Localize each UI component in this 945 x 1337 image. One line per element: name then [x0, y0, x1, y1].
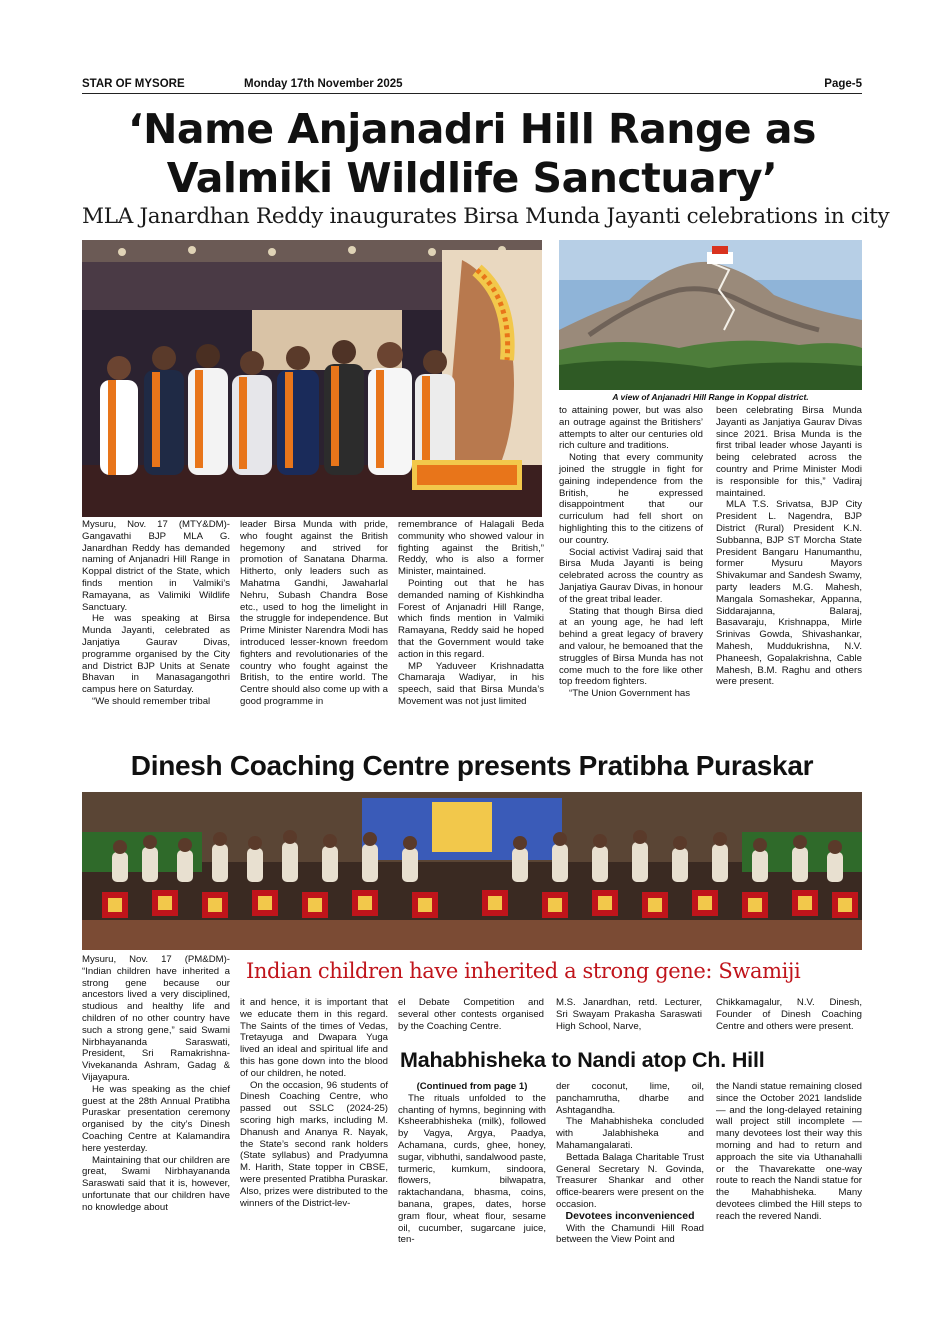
- continued-note: (Continued from page 1): [416, 1081, 528, 1092]
- story1-col3-para-3: MP Yaduveer Krishnadatta Chamaraja Wadiyar, in his speech, said that Birsa Munda’s Movement was not just limited: [398, 660, 544, 707]
- story2-col2-para-1: it and hence, it is important that we educate them in this regard. The Saints of the times of Vedas, Tretayuga and Dwapara Yuga lived an ideal and spiritual life and this has gone down into the blood of our children, he noted.: [240, 997, 388, 1079]
- story3-column-3: [716, 1081, 862, 1223]
- story1-column-1: [82, 519, 230, 708]
- story2-col1-para-1: Mysuru, Nov. 17 (PM&DM)- “Indian children have inherited a strong gene because our ancestors lived a very disciplined, studious and healthy life and children of no other country have such a strong gene,” said Swami Nirbhayananda Saraswati, President, Sri Ramakrishna-Vivekananda Ashram, Gadag & Vijayapura.: [82, 954, 230, 1083]
- story1-col4-para-3: Social activist Vadiraj said that Birsa Muda Jayanti is being celebrated across the country as Janjatiya Gaurav Divas, in honour of the great tribal leader.: [559, 546, 703, 605]
- story2-col4-text: M.S. Janardhan, retd. Lecturer, Sri Swayam Prakasha Saraswati High School, Narve,: [556, 997, 702, 1032]
- devotees-inconvenienced-subhead: Devotees inconvenienced: [565, 1209, 695, 1222]
- paper-name: STAR OF MYSORE: [82, 78, 185, 90]
- event-photo-illustration: [82, 240, 542, 517]
- story3-col2-para-4: With the Chamundi Hill Road between the View Point and: [556, 1222, 704, 1246]
- story1-col3-para-1: remembrance of Halagali Beda community who showed valour in fighting against the British,” Reddy, who is also a former Minister, maintained.: [398, 519, 544, 578]
- story2-column-4: [556, 997, 702, 1032]
- story2-col3-text: el Debate Competition and several other contests organised by the Coaching Centre.: [398, 997, 544, 1032]
- story1-col4-para-5: “The Union Government has: [569, 688, 691, 700]
- story3-column-2: [556, 1081, 704, 1246]
- headline-line-1: ‘Name Anjanadri Hill Range as: [128, 105, 816, 153]
- story1-col5-para-1: been celebrating Birsa Munda Jayanti as Janjatiya Gaurav Divas since 2021. Brisa Munda is the first tribal leader whose Jayanti is being celebrated across the country and Prime Minister Modi is responsible for this,” Vadiraj maintained.: [716, 405, 862, 499]
- story1-col4-para-2: Noting that every community joined the struggle in fight for gaining independence from the British, he expressed disappointment that our curriculum had fell short on highlighting this to the citizens of our country.: [559, 452, 703, 546]
- story2-column-2: [240, 997, 388, 1209]
- story1-col3-para-2: Pointing out that he has demanded naming of Kishkindha Forest of Anjanadri Hill Range, which finds mention in Valmiki Ramayana, Reddy said he hoped that the Government would take action in this regard.: [398, 577, 544, 660]
- story1-col1-para-2: He was speaking at Birsa Munda Jayanti, celebrated as Janjatiya Gaurav Divas, programme organised by the City and District BJP Units at Senate Bhavan in Manasagangothri campus here on Saturday.: [82, 613, 230, 696]
- story3-col2-para-3: Bettada Balaga Charitable Trust General Secretary N. Govinda, Treasurer Shankar and other office-bearers were present on the occasion.: [556, 1151, 704, 1210]
- award-ceremony-photo: [82, 792, 862, 950]
- story2-column-3: [398, 997, 544, 1032]
- story3-col3-para-1: the Nandi statue remaining closed since the October 2021 landslide — and the long-delayed retaining wall project still incomplete — many devotees lost their way this morning and had to return and approach the site via Uthanahalli or the Thavarekatte one-way route to reach the Nandi statue for the Mahabhisheka. Many devotees climbed the Hill steps to reach the revered Nandi.: [716, 1081, 862, 1222]
- headline-line-2: Valmiki Wildlife Sanctuary’: [166, 154, 778, 202]
- story1-column-2: [240, 519, 388, 708]
- story1-col1-para-3: “We should remember tribal: [92, 695, 211, 707]
- story1-col4-para-4: Stating that though Birsa died at an young age, he had left behind a great legacy of bravery and valour, he bemoaned that the struggles of Birsa Munda has not come much to the fore like other top freedom fighters.: [559, 605, 703, 688]
- anjanadri-hill-photo: [559, 240, 862, 390]
- mahabhisheka-headline: Mahabhisheka to Nandi atop Ch. Hill: [400, 1048, 765, 1072]
- story1-column-4: [559, 405, 703, 700]
- story1-col1-para-1: Mysuru, Nov. 17 (MTY&DM)- Gangavathi BJP MLA G. Janardhan Reddy has demanded naming of Anjanadri Hill Range in Koppal district of the State, which finds mention in Valmiki’s Ramayana, as Valimiki Wildlife Sanctuary.: [82, 519, 230, 613]
- story2-column-1: [82, 954, 230, 1214]
- swamiji-subheadline: Indian children have inherited a strong gene: Swamiji: [246, 959, 801, 983]
- subheadline: MLA Janardhan Reddy inaugurates Birsa Munda Jayanti celebrations in city: [82, 204, 890, 229]
- anjanadri-hill-illustration: [559, 240, 862, 390]
- page-number: Page-5: [824, 78, 862, 90]
- story3-col2-para-1: der coconut, lime, oil, panchamrutha, dharbe and Ashtagandha.: [556, 1081, 704, 1116]
- story2-col2-para-2: On the occasion, 96 students of Dinesh Coaching Centre, who passed out SSLC (2024-25) scoring high marks, including M. Dhanush and Ananya R. Nayak, the State’s second rank holders (State syllabus) and Pradyumna M. Harith, State topper in CBSE, were presented Pratibha Puraskar. Also, prizes were distributed to the winners of the District-lev-: [240, 1079, 388, 1209]
- story2-column-5: [716, 997, 862, 1032]
- story1-column-5: [716, 405, 862, 688]
- header-rule: [82, 93, 862, 94]
- coaching-centre-headline: Dinesh Coaching Centre presents Pratibha Puraskar: [130, 750, 814, 781]
- award-ceremony-illustration: [82, 792, 862, 950]
- story2-col1-para-3: Maintaining that our children are great, Swami Nirbhayananda Saraswati said that it is, however, unfortunate that our children have no knowledge about: [82, 1154, 230, 1213]
- hill-photo-caption: A view of Anjanadri Hill Range in Koppal district.: [612, 392, 809, 402]
- story1-column-3: [398, 519, 544, 708]
- story1-col5-para-2: MLA T.S. Srivatsa, BJP City President L. Nagendra, BJP District (Rural) President K.N. Subbanna, BJP ST Morcha State President Bangaru Hanumanthu, former Mysuru Mayors Shivakumar and Sandesh Swamy, party leaders M.G. Mahesh, Mangala Somashekar, Appanna, Siddarajanna, Balaraj, Basavaraju, Krishnappa, Mirle Srinivas Gowda, Shivashankar, Mahesh, Muddukrishna, N.V. Phaneesh, Gopalakrishna, Cable Mahesh, B.M. Raghu and others were present.: [716, 499, 862, 688]
- story2-col5-text: Chikkamagalur, N.V. Dinesh, Founder of Dinesh Coaching Centre and others were present.: [716, 997, 862, 1032]
- story3-col2-para-2: The Mahabhisheka concluded with Jalabhisheka and Mahamangalarati.: [556, 1116, 704, 1151]
- story1-col2-para-1: leader Birsa Munda with pride, who fought against the British hegemony and strived for promotion of Sanatana Dharma. Hitherto, only leaders such as Mahatma Gandhi, Jawaharlal Nehru, Subash Chandra Bose etc., used to hog the limelight in the struggle for independence. But Prime Minister Narendra Modi has introduced lesser-known freedom fighters and revolutionaries of the country who fought against the British, to the entire world. The Centre should also come up with a good programme in: [240, 519, 388, 707]
- story3-column-1: [398, 1081, 546, 1246]
- event-photo: [82, 240, 542, 517]
- story2-col1-para-2: He was speaking as the chief guest at the 28th Annual Pratibha Puraskar presentation ceremony organised by the city’s Dinesh Coaching Centre at Kalamandira here yesterday.: [82, 1083, 230, 1154]
- issue-date: Monday 17th November 2025: [244, 78, 403, 90]
- story3-col1-para-1: The rituals unfolded to the chanting of hymns, beginning with Ksheerabhisheka (milk), followed by Vagya, Argya, Paadya, Achamana, curds, ghee, honey, sugar, vibhuthi, sandalwood paste, turmeric, kumkum, sindoora, flowers, bilwapatra, raktachandana, bhasma, coins, banana, grapes, dates, horse gram flour, wheat flour, sesame oil, cucumber, sugarcane juice, ten-: [398, 1092, 546, 1246]
- story1-col4-para-1: to attaining power, but was also an outrage against the Britishers’ attempts to alter our centuries old rich culture and traditions.: [559, 405, 703, 452]
